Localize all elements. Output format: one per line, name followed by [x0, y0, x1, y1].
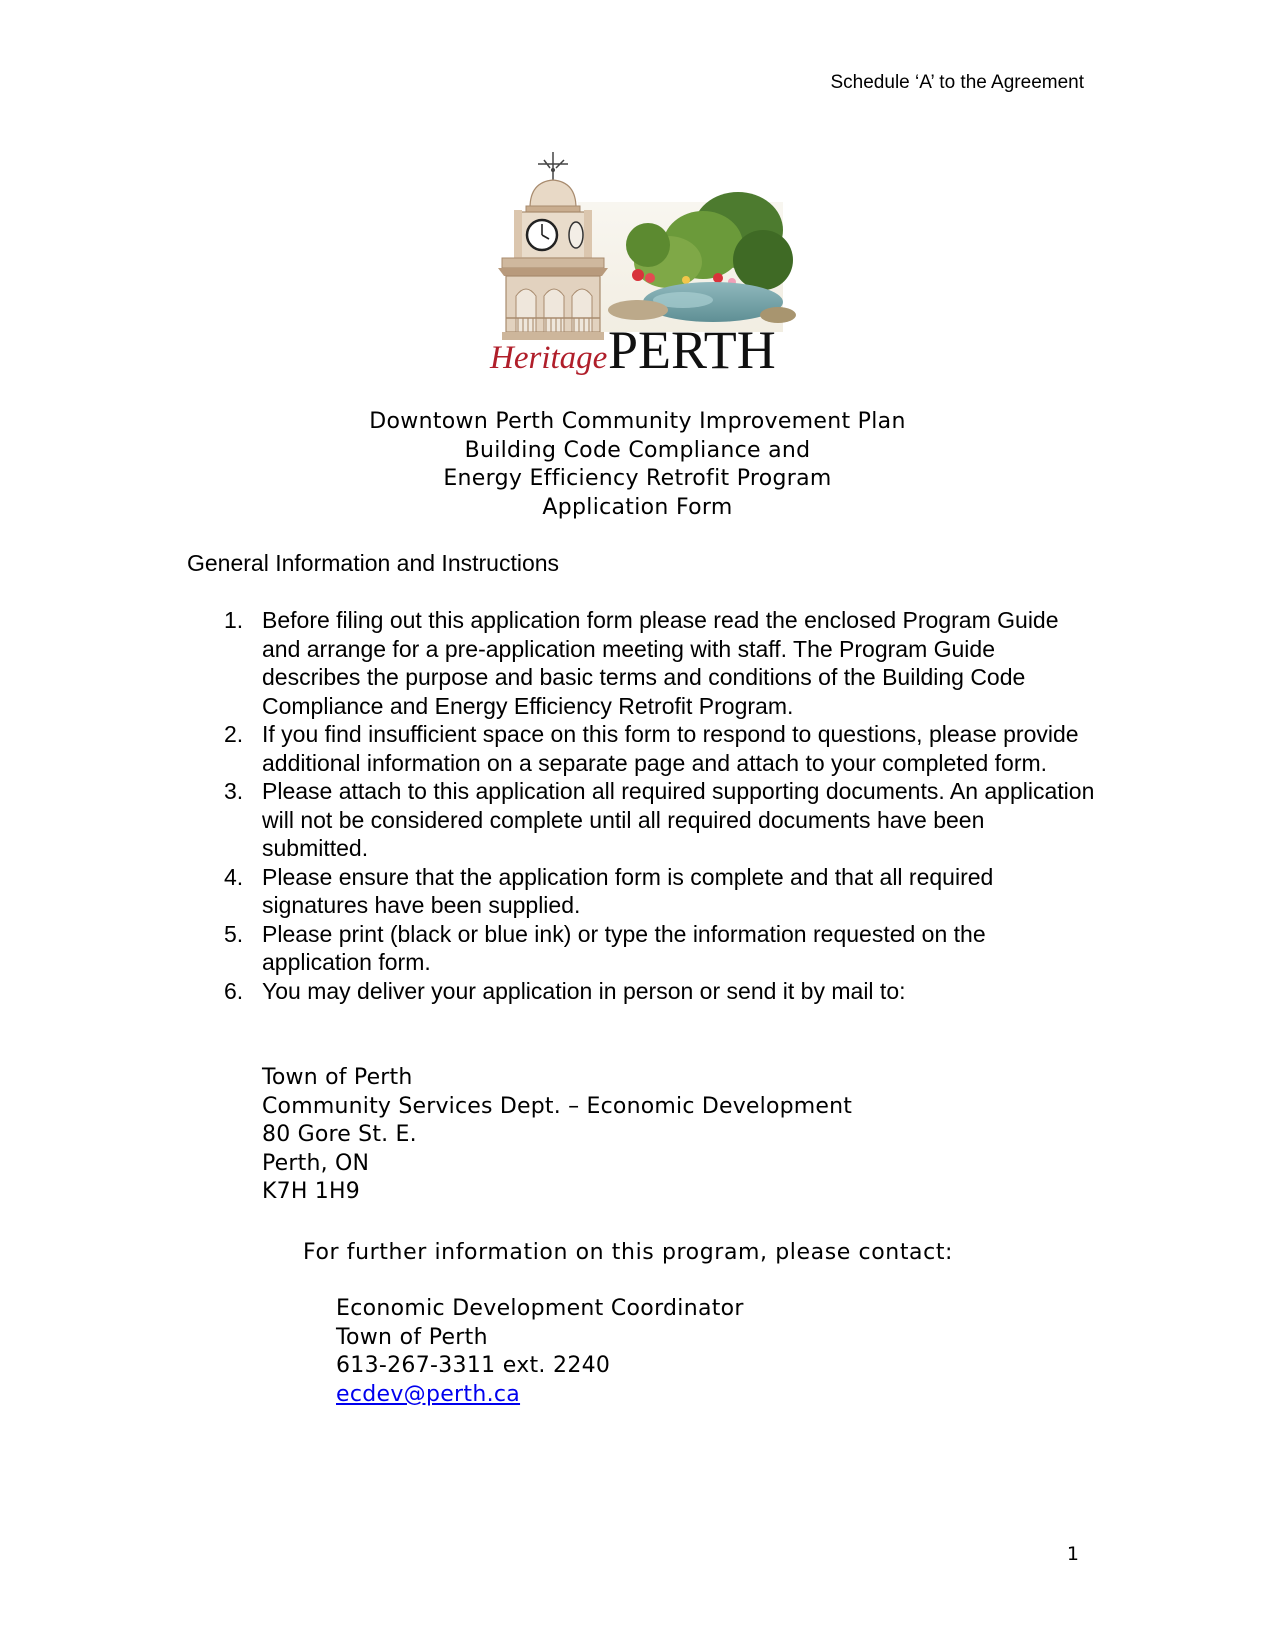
instruction-number: 1. — [224, 607, 244, 633]
contact-details — [336, 1295, 744, 1409]
instruction-item — [216, 863, 1096, 920]
instruction-item — [216, 606, 1096, 720]
address-line: Community Services Dept. – Economic Development — [262, 1093, 853, 1119]
instruction-number: 4. — [224, 863, 244, 890]
address-line: 80 Gore St. E. — [262, 1122, 417, 1147]
logo-main-text: PERTH — [608, 320, 776, 380]
instruction-text: You may deliver your application in person or send it by mail to: — [262, 977, 906, 1004]
title-line: Energy Efficiency Retrofit Program — [443, 466, 832, 491]
contact-line: Town of Perth — [336, 1324, 488, 1350]
heritage-perth-logo — [488, 150, 798, 382]
title-line: Downtown Perth Community Improvement Plan — [369, 409, 906, 434]
contact-intro: For further information on this program, please contact: — [303, 1240, 954, 1265]
instruction-item — [216, 777, 1096, 863]
instruction-number: 2. — [224, 721, 244, 747]
section-heading: General Information and Instructions — [187, 550, 560, 576]
instruction-text: Before filing out this application form please read the enclosed Program Guide and arrange for a pre-application meeting with staff. The Program Guide describes the purpose and basic terms and conditions of the Building Code Compliance and Energy Efficiency Retrofit Program. — [262, 607, 1059, 719]
instruction-item — [216, 977, 1096, 1006]
instructions-list — [216, 606, 1096, 1005]
instruction-text: Please ensure that the application form is complete and that all required signatures have been supplied. — [262, 863, 994, 918]
instruction-text: Please attach to this application all required supporting documents. An application will not be considered complete until all required documents have been submitted. — [262, 778, 1095, 861]
instruction-item — [216, 720, 1096, 777]
instruction-text: Please print (black or blue ink) or type the information requested on the application form. — [262, 920, 986, 975]
schedule-label: Schedule ‘A’ to the Agreement — [830, 72, 1084, 93]
address-line: Town of Perth — [262, 1065, 413, 1090]
title-line: Building Code Compliance and — [464, 437, 811, 463]
mailing-address — [262, 1064, 852, 1207]
page-number: 1 — [1066, 1543, 1079, 1565]
address-line: K7H 1H9 — [262, 1179, 360, 1204]
contact-email-link[interactable]: ecdev@perth.ca — [336, 1381, 521, 1407]
address-line: Perth, ON — [262, 1150, 370, 1176]
title-line: Application Form — [542, 494, 733, 520]
instruction-number: 3. — [224, 778, 244, 804]
instruction-item — [216, 920, 1096, 977]
instruction-number: 5. — [224, 920, 244, 947]
instruction-text: If you find insufficient space on this form to respond to questions, please provide additional information on a separate page and attach to your completed form. — [262, 721, 1079, 776]
instruction-number: 6. — [224, 977, 244, 1004]
document-title — [0, 408, 1275, 522]
contact-line: Economic Development Coordinator — [336, 1296, 744, 1321]
contact-phone: 613-267-3311 ext. 2240 — [336, 1353, 611, 1378]
logo-script-text: Heritage — [490, 340, 608, 376]
